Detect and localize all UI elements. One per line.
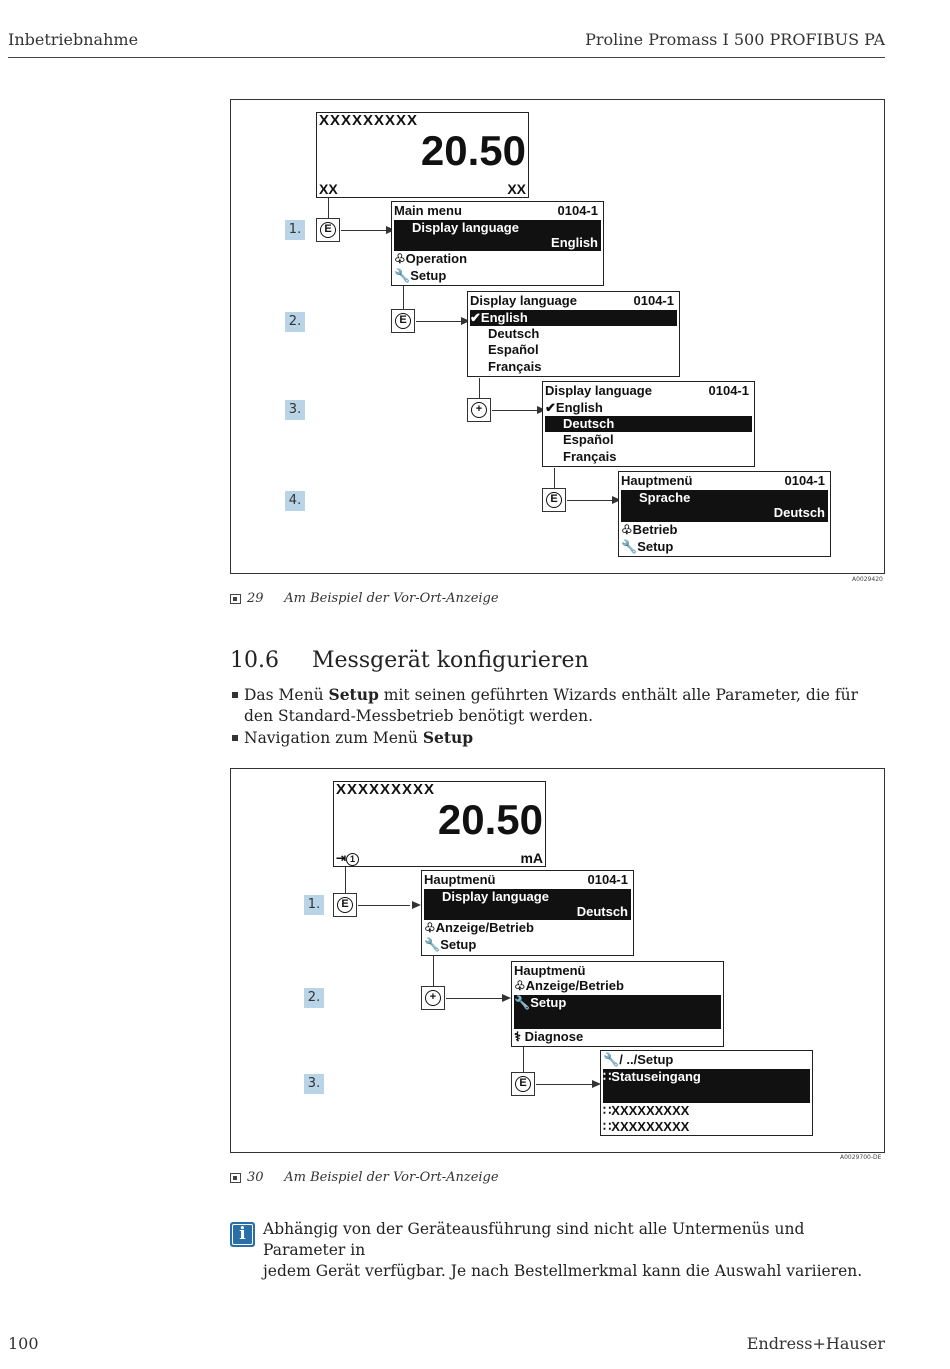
menu-path: 🔧/ ../Setup [603,1052,674,1067]
display-header: XXXXXXXXX [319,112,419,129]
menu-code: 0104-1 [587,872,628,887]
channel-indicator [336,850,543,866]
display-header: XXXXXXXXX [336,781,436,798]
menu-title: Hauptmenü [621,473,693,488]
footer-brand: Endress+Hauser [746,1334,885,1353]
operation-icon: ♧ [514,978,526,993]
enter-key-label: E [395,313,411,329]
menu-item-betrieb[interactable]: ♧Betrieb [621,522,678,537]
menu-code: 0104-1 [633,293,674,308]
step-label-2: 2. [285,312,305,332]
diagnose-icon: ⚕ [514,1029,522,1044]
main-menu-screen [391,201,604,286]
enter-key-3[interactable] [511,1072,535,1096]
display-language-screen-1 [467,291,680,377]
menu-item-label: Display language [442,889,549,904]
operation-icon: ♧ [424,920,436,935]
menu-title: Main menu [394,203,462,218]
operation-icon: ♧ [394,251,406,266]
figure-1 [230,99,885,574]
operation-icon: ♧ [621,522,633,537]
header-right: Proline Promass I 500 PROFIBUS PA [585,30,885,49]
info-icon: i [230,1222,255,1247]
caption-number: 29 [247,591,264,606]
display-language-screen-2 [542,381,755,467]
info-note [263,1219,883,1282]
header-divider [8,57,885,58]
display-bottom-left: XX [319,181,338,197]
enter-key-label: E [546,492,562,508]
figure-icon [230,1173,241,1183]
option-english[interactable]: ✔English [545,400,603,415]
menu-code: 0104-1 [708,383,749,398]
menu-item-wizard-2[interactable]: ∷XXXXXXXXX [603,1119,690,1134]
figure-icon [230,594,241,604]
menu-title: Display language [545,383,652,398]
plus-key-label: + [425,990,441,1006]
step-label-1: 1. [285,220,305,240]
info-line-2: jedem Gerät verfügbar. Je nach Bestellmerkmal kann die Auswahl variieren. [263,1262,863,1280]
step-label-1: 1. [304,895,324,915]
wrench-icon: 🔧 [424,937,441,952]
channel-arrow-icon: ⇥ [336,851,347,865]
bullet-item-2: Navigation zum Menü Setup [232,727,887,749]
caption-text: Am Beispiel der Vor-Ort-Anzeige [284,591,499,606]
wrench-icon: 🔧 [394,268,411,283]
menu-item-wizard-1[interactable]: ∷XXXXXXXXX [603,1103,690,1118]
caption-number: 30 [247,1170,264,1185]
step-label-3: 3. [285,400,305,420]
menu-item-anzeige-betrieb[interactable]: ♧Anzeige/Betrieb [424,920,534,935]
menu-item-setup[interactable]: 🔧Setup [394,268,447,283]
figure-2 [230,768,885,1153]
figure-2-caption [230,1170,499,1185]
header-left: Inbetriebnahme [8,30,139,49]
section-number: 10.6 [230,648,279,673]
enter-key-2[interactable] [391,309,415,333]
menu-item-value: Deutsch [773,505,825,520]
menu-item-value: Deutsch [576,904,628,919]
display-value: 20.50 [420,127,526,174]
step-label-4: 4. [285,491,305,511]
check-icon: ✔ [545,400,556,415]
section-title: Messgerät konfigurieren [312,648,589,673]
display-bottom-right: XX [507,181,526,197]
option-francais[interactable]: Français [488,359,542,374]
enter-key-1[interactable] [333,893,357,917]
enter-key-1[interactable] [316,218,340,242]
menu-item-value: English [551,235,598,250]
menu-item-display-language[interactable] [394,220,601,251]
display-value: 20.50 [437,796,543,843]
menu-item-diagnose[interactable]: ⚕ Diagnose [514,1029,584,1044]
option-espanol[interactable]: Español [488,342,539,357]
plus-key-2[interactable] [421,986,445,1010]
enter-key-label: E [515,1076,531,1092]
wizard-icon: ∷ [603,1103,612,1118]
menu-item-setup[interactable]: 🔧Setup [514,995,721,1029]
hauptmenu-screen-2 [511,961,724,1047]
info-line-1: Abhängig von der Geräteausführung sind nicht alle Untermenüs und Parameter in [263,1220,805,1259]
wizard-icon: ∷ [603,1119,612,1134]
hauptmenu-screen [618,471,831,557]
option-deutsch[interactable]: Deutsch [545,416,752,432]
page-number: 100 [8,1334,39,1353]
step-label-3: 3. [304,1074,324,1094]
hauptmenu-screen-1 [421,870,634,956]
measured-value-display [333,781,546,867]
caption-text: Am Beispiel der Vor-Ort-Anzeige [284,1170,499,1185]
plus-key-label: + [471,402,487,418]
menu-code: 0104-1 [784,473,825,488]
menu-item-anzeige-betrieb[interactable]: ♧Anzeige/Betrieb [514,978,624,993]
measured-value-display [316,112,529,198]
menu-title: Hauptmenü [514,963,586,978]
wrench-icon: 🔧 [621,539,638,554]
option-francais[interactable]: Français [563,449,617,464]
step-label-2: 2. [304,988,324,1008]
channel-number: 1 [346,853,359,866]
option-english[interactable]: ✔English [470,310,677,326]
wizard-icon: ∷ [603,1069,612,1084]
menu-item-label: Display language [412,220,519,235]
menu-code: 0104-1 [557,203,598,218]
plus-key-3[interactable] [467,398,491,422]
enter-key-label: E [320,222,336,238]
wrench-icon: 🔧 [603,1052,620,1067]
display-unit: mA [520,850,543,866]
menu-item-sprache[interactable] [621,490,828,522]
wrench-icon: 🔧 [514,995,531,1010]
menu-item-label: Sprache [639,490,691,505]
check-icon: ✔ [470,310,481,325]
menu-item-operation[interactable]: ♧Operation [394,251,468,266]
option-deutsch[interactable]: Deutsch [488,326,540,341]
menu-item-display-language[interactable] [424,889,631,920]
setup-wizard-screen [600,1050,813,1136]
figure-1-caption [230,591,499,606]
figure-1-code: A0029420 [852,576,883,583]
menu-title: Hauptmenü [424,872,496,887]
menu-item-setup[interactable]: 🔧Setup [424,937,477,952]
menu-item-setup[interactable]: 🔧Setup [621,539,674,554]
bullet-item-1: Das Menü Setup mit seinen geführten Wizards enthält alle Parameter, die für den Standard-Messbetrieb benötigt werden. [232,684,887,727]
enter-key-4[interactable] [542,488,566,512]
enter-key-label: E [337,897,353,913]
bullet-list [232,684,887,749]
menu-title: Display language [470,293,577,308]
option-espanol[interactable]: Español [563,432,614,447]
menu-item-statuseingang[interactable]: ∷Statuseingang [603,1069,810,1103]
figure-2-code: A0029700-DE [840,1154,882,1161]
